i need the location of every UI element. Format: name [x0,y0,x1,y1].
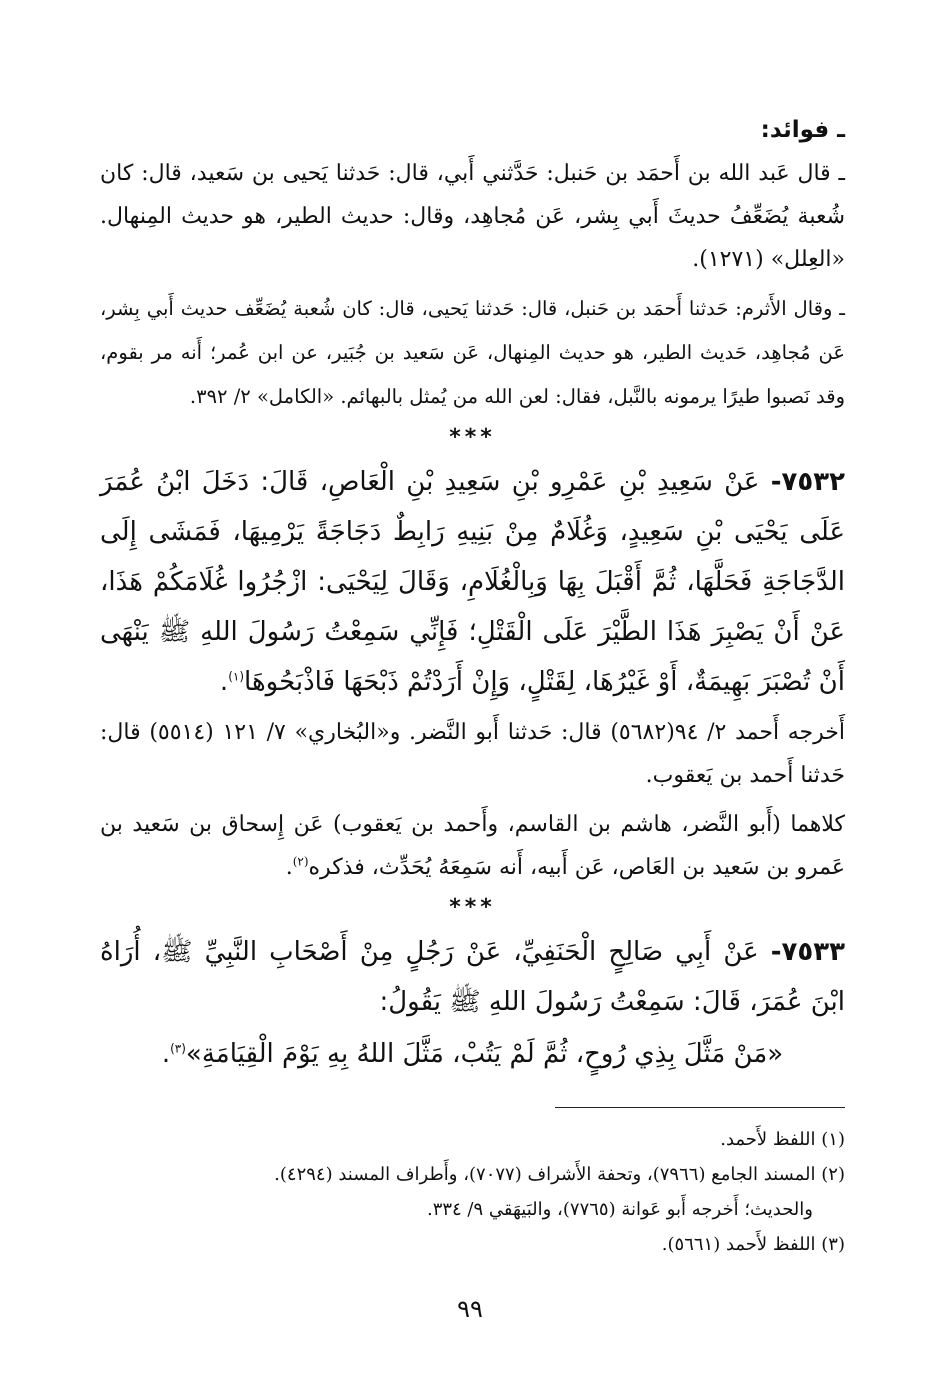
hadith-number: ٧٥٣٢- [770,467,846,497]
footnote-2-continuation: والحديث؛ أَخرجه أَبو عَوانة (٧٧٦٥)، والبَيهَقي ٩/ ٣٣٤. [426,1199,813,1220]
footnote-ref: (١) [228,669,245,684]
hadith-end: . [219,667,229,697]
footnote-1: (١) اللفظ لأَحمد. [720,1129,845,1150]
footnote-ref: (٣) [170,1041,186,1056]
takhrij-end: . [285,855,293,880]
hadith-7532 [100,457,845,707]
section-heading: ـ فوائد: [760,117,845,143]
hadith-number: ٧٥٣٣- [770,937,845,967]
quote-end: . [161,1039,171,1069]
takhrij-text: كلاهما (أَبو النَّضر، هاشم بن القاسم، وأَحمد بن يَعقوب) عَن إِسحاق بن سَعيد بن عَمرو بن سَعيد بن العَاص، عَن أَبيه، أَنه سَمِعَهُ يُحَدِّث، فذكره [100,812,845,880]
hadith-text: عَنْ أَبِي صَالِحٍ الْحَنَفِيِّ، عَنْ رَجُلٍ مِنْ أَصْحَابِ النَّبِيِّ ﷺ، أُرَاهُ ابْنَ عُمَرَ، قَالَ: سَمِعْتُ رَسُولَ اللهِ ﷺ يَقُولُ: [100,937,845,1017]
page-number: ٩٩ [457,1295,483,1323]
separator-stars: *** [449,425,496,450]
footnote-ref: (٢) [292,854,309,869]
separator-stars: *** [449,895,496,920]
takhrij-paragraph-2 [100,803,845,889]
benefit-paragraph-2: ـ وقال الأَثرم: حَدثنا أَحمَد بن حَنبل، قال: حَدثنا يَحيى، قال: كان شُعبة يُضَعِّف حديث أَبي بِشر، عَن مُجاهِد، حَديث الطير، هو حديث المِنهال، عَن سَعيد بن جُبَير، عن ابن عُمر؛ أَنه مر بقوم، وقد نَصبوا طيرًا يرمونه بالنَّبل، فقال: لعن الله من يُمثل بالبهائم. «الكامل» ٢/ ٣٩٢. [100,297,845,408]
footnote-3: (٣) اللفظ لأَحمد (٥٦٦١). [661,1234,845,1255]
hadith-7533 [100,927,845,1027]
takhrij-paragraph-1: أَخرجه أَحمد ٢/ ٩٤(٥٦٨٢) قال: حَدثنا أَبو النَّضر. و«البُخاري» ٧/ ١٢١ (٥٥١٤) قال: حَدثنا أَحمد بن يَعقوب. [100,720,846,788]
footnote-divider [555,1107,845,1108]
hadith-quote [100,1031,845,1077]
quote-text: «مَنْ مَثَّلَ بِذِي رُوحٍ، ثُمَّ لَمْ يَتُبْ، مَثَّلَ اللهُ بِهِ يَوْمَ الْقِيَامَةِ» [185,1039,784,1069]
hadith-text: عَنْ سَعِيدِ بْنِ عَمْرِو بْنِ سَعِيدِ بْنِ الْعَاصِ، قَالَ: دَخَلَ ابْنُ عُمَرَ عَلَى يَحْيَى بْنِ سَعِيدٍ، وَغُلَامٌ مِنْ بَنِيهِ رَابِطٌ دَجَاجَةً يَرْمِيهَا، فَمَشَى إِلَى الدَّجَاجَةِ فَحَلَّهَا، ثُمَّ أَقْبَلَ بِهَا وَبِالْغُلَامِ، وَقَالَ لِيَحْيَى: ازْجُرُوا غُلَامَكُمْ هَذَا، عَنْ أَنْ يَصْبِرَ هَذَا الطَّيْرَ عَلَى الْقَتْلِ؛ فَإِنِّي سَمِعْتُ رَسُولَ اللهِ ﷺ يَنْهَى أَنْ تُصْبَرَ بَهِيمَةٌ، أَوْ غَيْرُهَا، لِقَتْلٍ، وَإِنْ أَرَدْتُمْ ذَبْحَهَا فَاذْبَحُوهَا [100,467,845,697]
page-content [100,110,845,1262]
footnote-2: (٢) المسند الجامع (٧٩٦٦)، وتحفة الأَشراف (٧٠٧٧)، وأَطراف المسند (٤٢٩٤). [274,1164,845,1185]
benefit-paragraph-1: ـ قال عَبد الله بن أَحمَد بن حَنبل: حَدَّثني أَبي، قال: حَدثنا يَحيى بن سَعيد، قال: كان شُعبة يُضَعِّفُ حديثَ أَبي بِشر، عَن مُجاهِد، وقال: حديث الطير، هو حديث المِنهال. «العِلل» (١٢٧١). [100,161,845,272]
